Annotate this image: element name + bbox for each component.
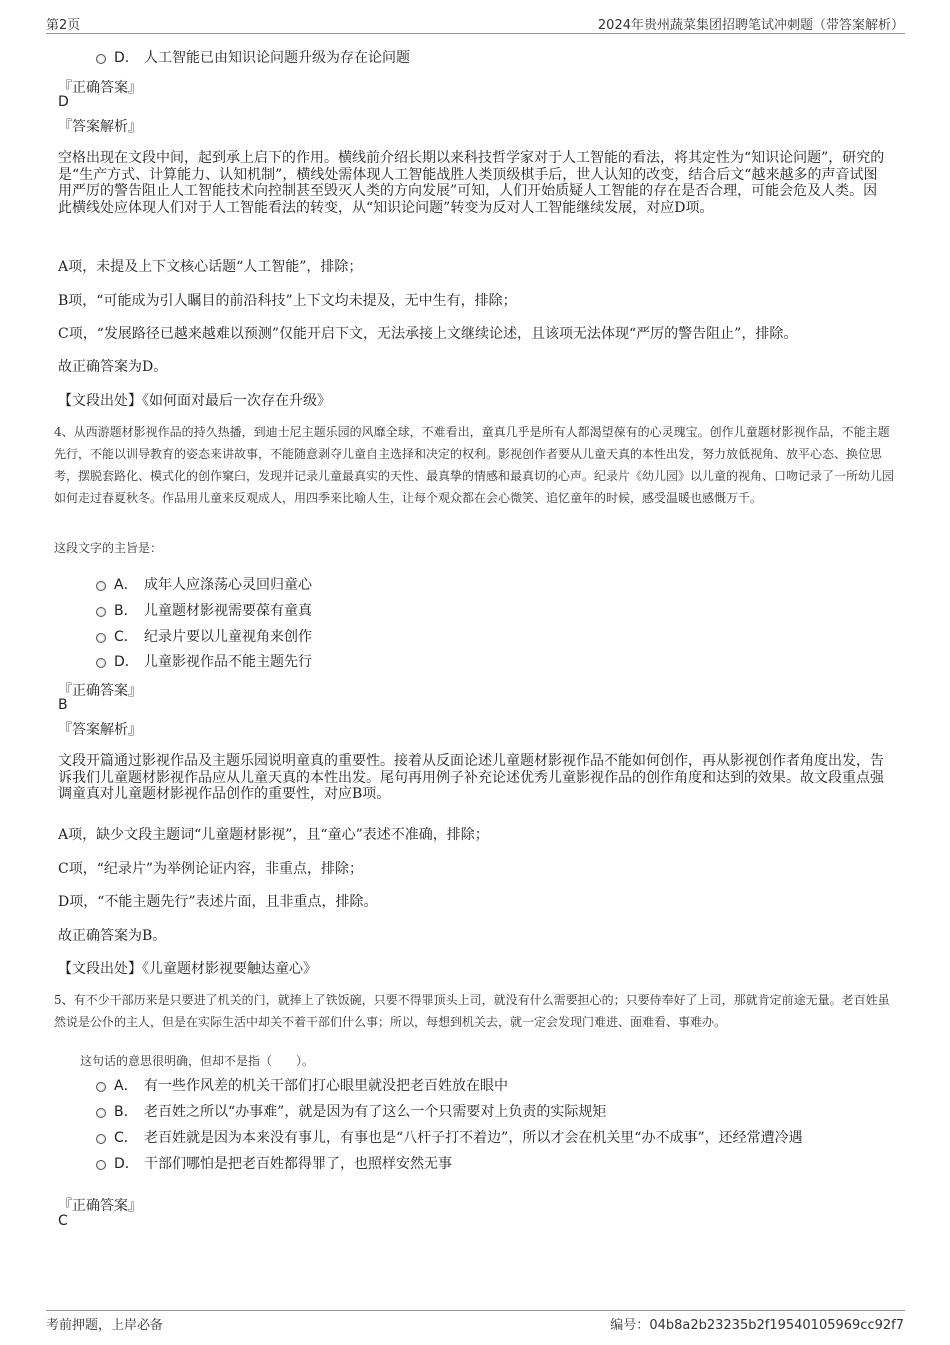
q5-option-d[interactable]: D． 干部们哪怕是把老百姓都得罪了，也照样安然无事 — [96, 1153, 452, 1173]
code-value: 04b8a2b23235b2f19540105969cc92f7 — [649, 1318, 904, 1333]
q5-option-b[interactable]: B． 老百姓之所以“办事难”，就是因为有了这么一个只需要对上负责的实际规矩 — [96, 1101, 606, 1121]
q4-answer: B — [58, 697, 68, 713]
q4-note-a: A项，缺少文段主题词“儿童题材影视”，且“童心”表述不准确，排除； — [58, 827, 489, 843]
q4-analysis: 文段开篇通过影视作品及主题乐园说明童真的重要性。接着从反面论述儿童题材影视作品不能如何创作，再从影视创作者角度出发，告诉我们儿童题材影视作品应从儿童天真的本性出发。尾句再用例子补充论述优秀儿童影视作品的创作角度和达到的效果。故文段重点强调童真对儿童题材影视作品创作的重要性，对应B项。 — [58, 753, 884, 802]
q4-note-d: D项，“不能主题先行”表述片面，且非重点，排除。 — [58, 894, 378, 910]
q4-prompt: 这段文字的主旨是： — [54, 541, 163, 555]
radio-icon[interactable] — [96, 1082, 106, 1092]
q5-prompt: 这句话的意思很明确，但却不是指（ ）。 — [80, 1054, 315, 1068]
q3-analysis-label: 『答案解析』 — [58, 119, 142, 135]
q3-answer-label: 『正确答案』 — [58, 80, 142, 96]
document-code — [610, 1314, 904, 1333]
footer-divider — [46, 1310, 905, 1311]
q3-note-c: C项，“发展路径已越来越难以预测”仅能开启下文，无法承接上文继续论述，且该项无法体现“严厉的警告阻止”，排除。 — [58, 326, 798, 342]
q5-option-a[interactable]: A． 有一些作风差的机关干部们打心眼里就没把老百姓放在眼中 — [96, 1075, 508, 1095]
q3-note-a: A项，未提及上下文核心话题“人工智能”，排除； — [58, 259, 363, 275]
footer-slogan: 考前押题，上岸必备 — [46, 1318, 164, 1333]
radio-icon[interactable] — [96, 1160, 106, 1170]
q5-answer: C — [58, 1213, 68, 1229]
radio-icon[interactable] — [96, 581, 106, 591]
q3-analysis: 空格出现在文段中间，起到承上启下的作用。横线前介绍长期以来科技哲学家对于人工智能的看法，将其定性为“知识论问题”，研究的是“生产方式、计算能力、认知机制”，横线处需体现人工智能战胜人类顶级棋手后，世人认知的改变，结合后文“越来越多的声音试图用严厉的警告阻止人工智能技术向控制甚至毁灭人类的方向发展”可知，人们开始质疑人工智能的存在是否合理，可能会危及人类。因此横线处应体现人们对于人工智能看法的转变，从“知识论问题”转变为反对人工智能继续发展，对应D项。 — [58, 150, 885, 216]
radio-icon[interactable] — [96, 1108, 106, 1118]
q3-source: 【文段出处】《如何面对最后一次存在升级》 — [58, 393, 331, 409]
q3-note-b: B项，“可能成为引人瞩目的前沿科技”上下文均未提及，无中生有，排除； — [58, 293, 517, 309]
q3-option-d[interactable]: D． 人工智能已由知识论问题升级为存在论问题 — [96, 47, 410, 67]
q4-option-a[interactable]: A． 成年人应涤荡心灵回归童心 — [96, 574, 312, 594]
q5-answer-label: 『正确答案』 — [58, 1198, 142, 1214]
q4-option-b[interactable]: B． 儿童题材影视需要葆有童真 — [96, 600, 312, 620]
radio-icon[interactable] — [96, 633, 106, 643]
q4-stem: 4、从西游题材影视作品的持久热播，到迪士尼主题乐园的风靡全球，不难看出，童真几乎是所有人都渴望葆有的心灵瑰宝。创作儿童题材影视作品，不能主题先行，不能以训导教育的姿态来讲故事，不能随意剥夺儿童自主选择和决定的权利。影视创作者要从儿童天真的本性出发，努力放低视角、放平心态、换位思考，摆脱套路化、模式化的创作窠臼，发现并记录儿童最真实的天性、最真挚的情感和最真切的心声。纪录片《幼儿园》以儿童的视角、口吻记录了一所幼儿园如何走过春夏秋冬。作品用儿童来反观成人，用四季来比喻人生，让每个观众都在会心微笑、追忆童年的时候，感受温暖也感慨万千。 — [54, 425, 895, 505]
q4-option-c[interactable]: C． 纪录片要以儿童视角来创作 — [96, 626, 312, 646]
code-label: 编号： — [610, 1318, 650, 1333]
header-divider — [46, 33, 905, 34]
q4-note-c: C项，“纪录片”为举例论证内容，非重点，排除； — [58, 861, 364, 877]
q5-stem: 5、有不少干部历来是只要进了机关的门，就捧上了铁饭碗，只要不得罪顶头上司，就没有什么需要担心的；只要侍奉好了上司，那就肯定前途无量。老百姓虽然说是公仆的主人，但是在实际生活中却关不着干部们什么事；所以，每想到机关去，就一定会发现门难进、面难看、事难办。 — [54, 993, 890, 1029]
q4-option-d[interactable]: D． 儿童影视作品不能主题先行 — [96, 651, 312, 671]
q4-conclusion: 故正确答案为B。 — [58, 928, 167, 944]
q5-option-c[interactable]: C． 老百姓就是因为本来没有事儿，有事也是“八杆子打不着边”，所以才会在机关里“办不成事”，还经常遭冷遇 — [96, 1127, 803, 1147]
q4-source: 【文段出处】《儿童题材影视要触达童心》 — [58, 961, 317, 977]
document-title: 2024年贵州蔬菜集团招聘笔试冲刺题（带答案解析） — [597, 18, 904, 33]
q4-answer-label: 『正确答案』 — [58, 683, 142, 699]
radio-icon[interactable] — [96, 1134, 106, 1144]
q4-analysis-label: 『答案解析』 — [58, 722, 142, 738]
radio-icon[interactable] — [96, 54, 106, 64]
radio-icon[interactable] — [96, 658, 106, 668]
page-number: 第2页 — [46, 18, 81, 33]
q3-conclusion: 故正确答案为D。 — [58, 359, 168, 375]
q3-answer: D — [58, 94, 69, 110]
radio-icon[interactable] — [96, 607, 106, 617]
